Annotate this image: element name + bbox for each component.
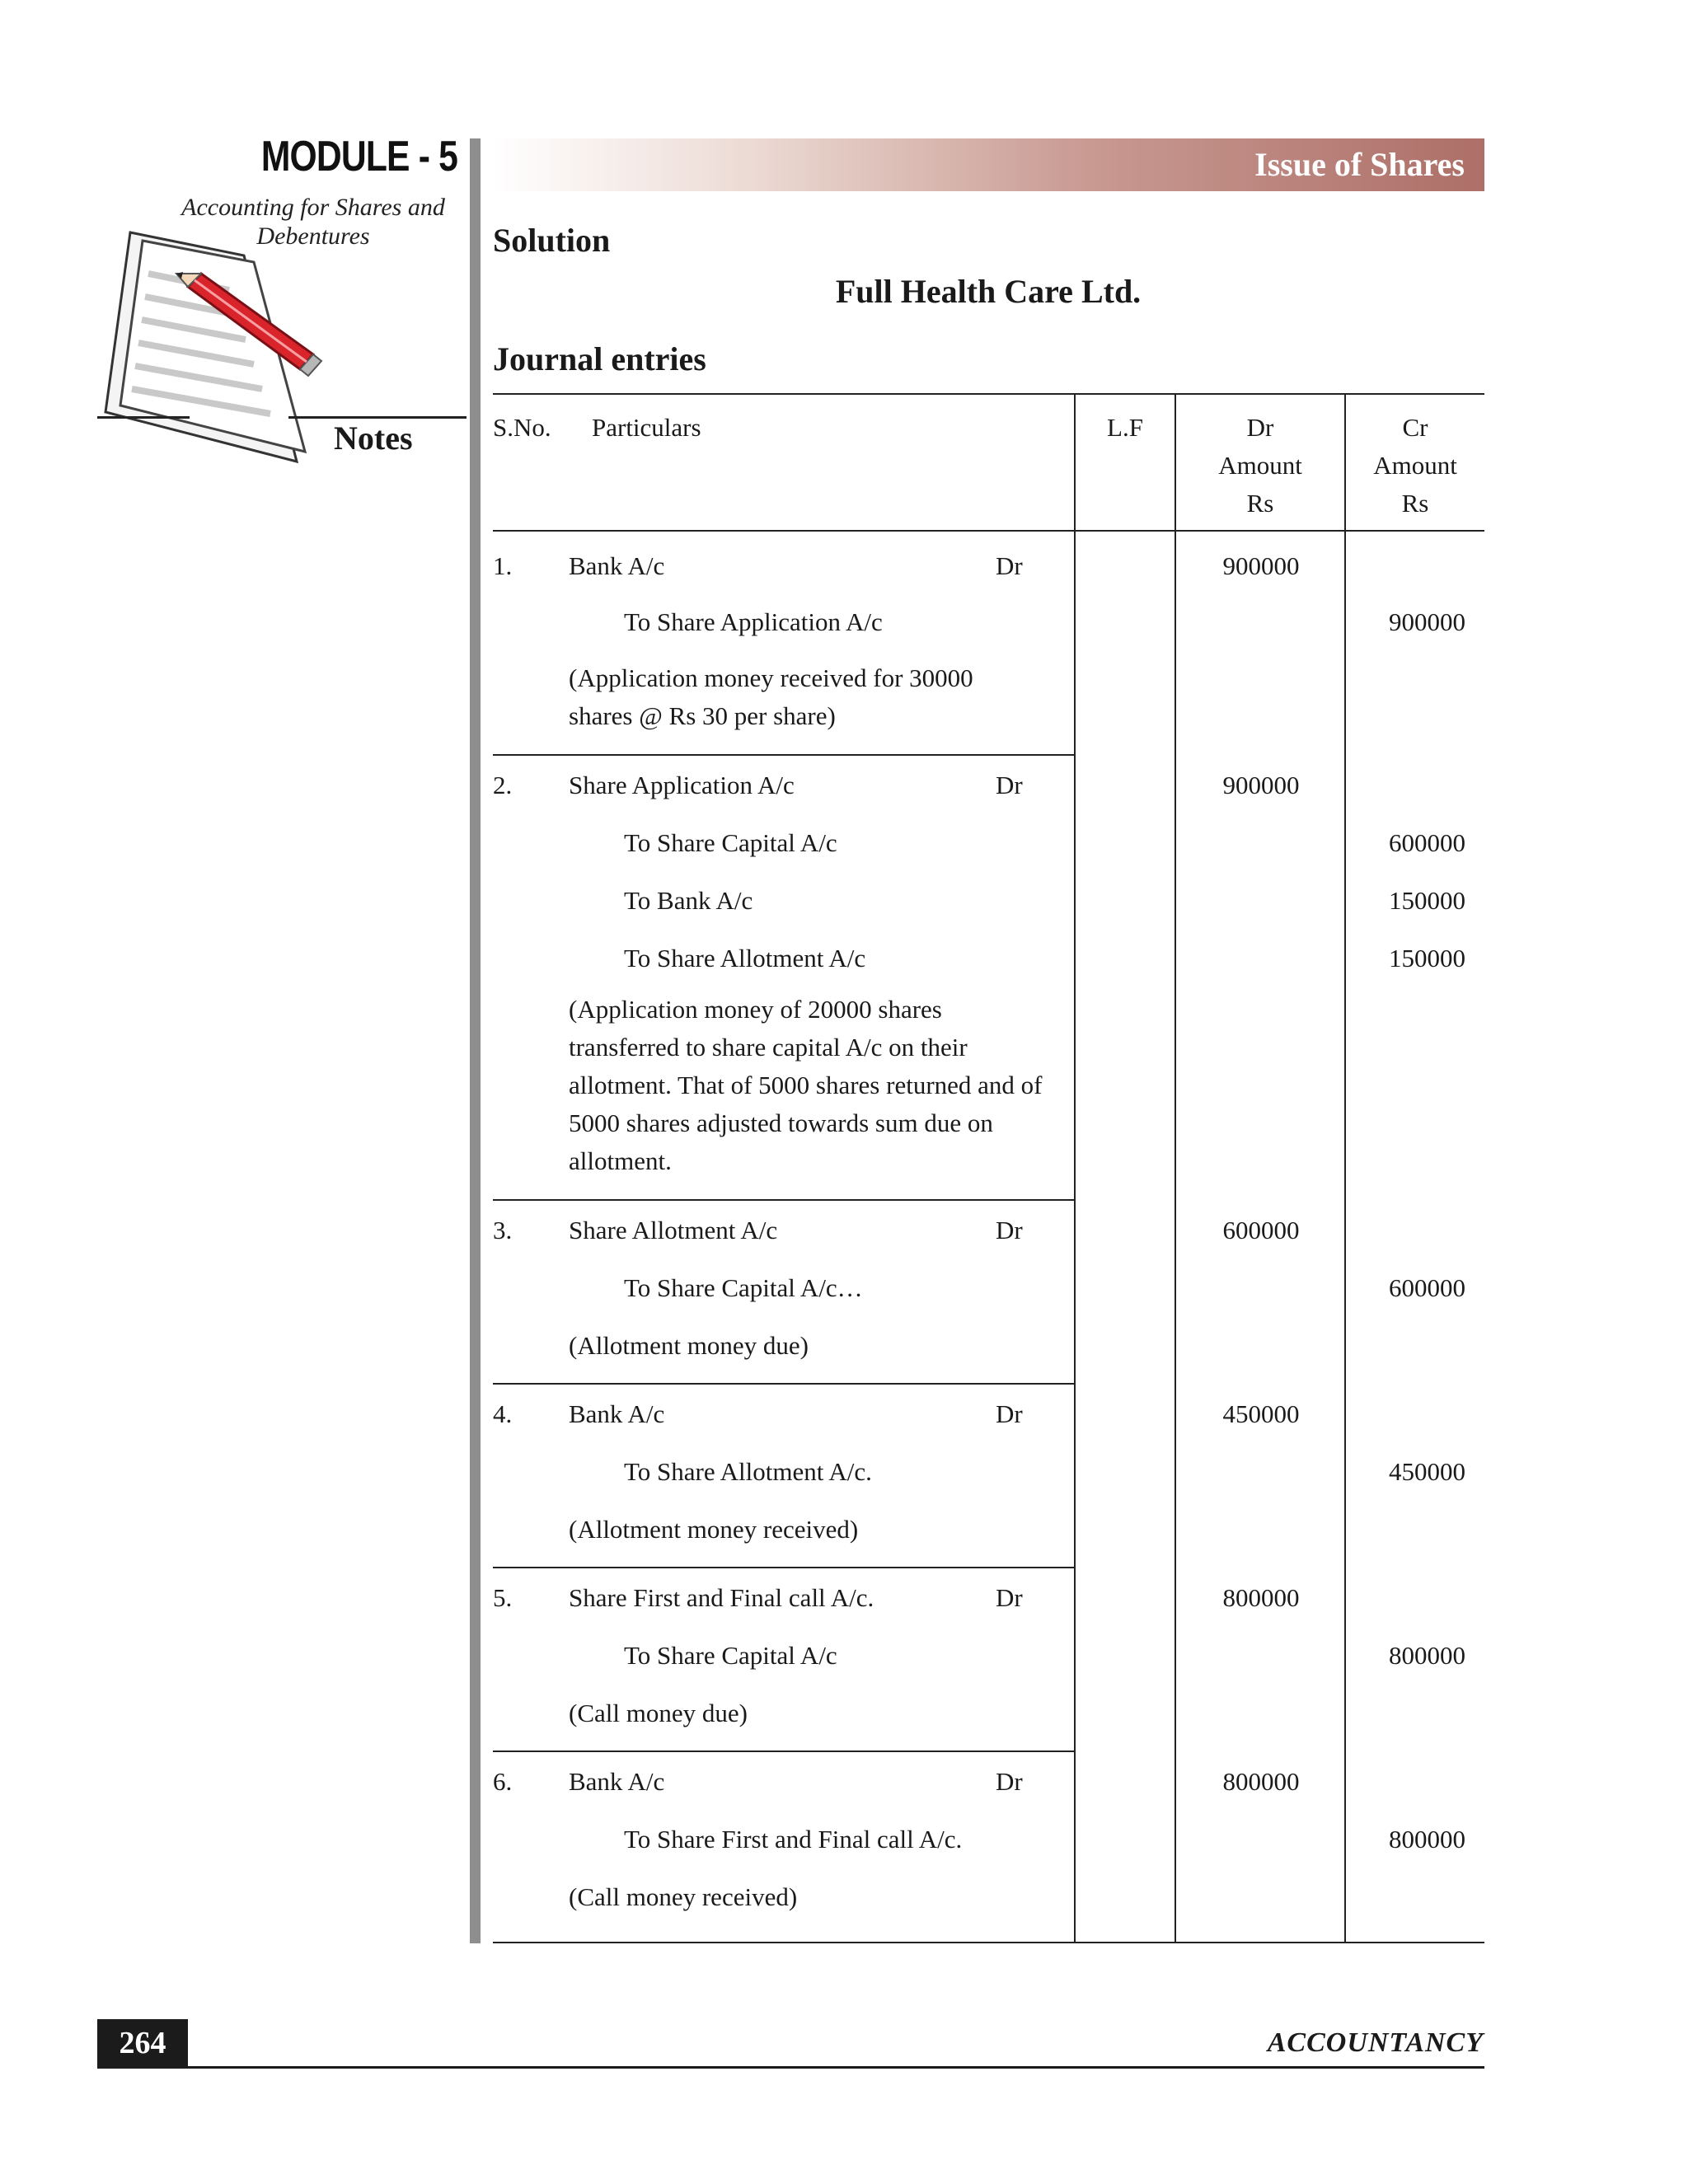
debit-account: Bank A/c	[569, 1767, 665, 1796]
dr-mark: Dr	[996, 1767, 1023, 1796]
dr-mark: Dr	[996, 551, 1023, 580]
entry-narration: (Application money received for 30000 shares @ Rs 30 per share)	[569, 663, 973, 730]
header-lf: L.F	[1107, 413, 1143, 442]
table-top-rule	[493, 393, 1484, 395]
credit-amount: 450000	[1389, 1457, 1465, 1486]
debit-account: Bank A/c	[569, 551, 665, 580]
credit-amount: 150000	[1389, 886, 1465, 915]
entry-narration: (Allotment money received)	[569, 1515, 859, 1544]
dr-mark: Dr	[996, 1583, 1023, 1612]
dr-mark: Dr	[996, 1216, 1023, 1244]
credit-amount: 800000	[1389, 1641, 1465, 1670]
entry-narration: (Call money received)	[569, 1882, 798, 1911]
notes-divider-left	[97, 416, 190, 419]
header-dr-line: Amount	[1218, 451, 1302, 480]
footer-rule	[97, 2066, 1484, 2069]
header-cr-amount	[1346, 409, 1484, 523]
entry-separator	[493, 1199, 1074, 1201]
notes-notepad-icon	[97, 223, 345, 470]
credit-account: To Share Capital A/c	[624, 1641, 837, 1670]
solution-heading: Solution	[493, 222, 611, 259]
credit-account: To Share First and Final call A/c.	[624, 1825, 963, 1854]
credit-amount: 800000	[1389, 1825, 1465, 1854]
debit-account: Share Application A/c	[569, 771, 795, 799]
credit-account: To Share Allotment A/c.	[624, 1457, 872, 1486]
entry-narration: (Allotment money due)	[569, 1331, 809, 1360]
footer-subject: ACCOUNTANCY	[1267, 2027, 1484, 2058]
column-rule-lf-left	[1074, 393, 1076, 1943]
debit-amount: 900000	[1222, 771, 1300, 799]
debit-account: Share First and Final call A/c.	[569, 1583, 874, 1612]
journal-heading: Journal entries	[493, 340, 706, 377]
credit-account: To Share Allotment A/c	[624, 944, 866, 972]
debit-amount: 600000	[1222, 1216, 1300, 1244]
dr-mark: Dr	[996, 771, 1023, 799]
module-subtitle: Accounting for Shares and Debentures	[181, 194, 445, 250]
entry-sno: 4.	[493, 1399, 513, 1428]
header-dr-line: Dr	[1246, 413, 1274, 442]
debit-account: Share Allotment A/c	[569, 1216, 778, 1244]
entry-narration: (Application money of 20000 shares transferred to share capital A/c on their allotment. That of 5000 shares returned and of 5000 shares adjusted towards sum due on allotment.	[569, 995, 1043, 1175]
entry-separator	[493, 1750, 1074, 1752]
module-title: MODULE - 5	[260, 133, 457, 180]
debit-amount: 450000	[1222, 1399, 1300, 1428]
header-dr-amount	[1176, 409, 1344, 523]
credit-amount: 900000	[1389, 607, 1465, 636]
entry-sno: 6.	[493, 1767, 513, 1796]
credit-account: To Share Application A/c	[624, 607, 883, 636]
column-rule-dr-left	[1175, 393, 1176, 1943]
entry-narration: (Call money due)	[569, 1699, 748, 1727]
company-name: Full Health Care Ltd.	[835, 273, 1142, 310]
entry-sno: 5.	[493, 1583, 513, 1612]
notes-label: Notes	[334, 419, 413, 457]
header-cr-line: Amount	[1373, 451, 1457, 480]
dr-mark: Dr	[996, 1399, 1023, 1428]
table-header-rule	[493, 530, 1484, 532]
header-sno: S.No.	[493, 413, 551, 442]
debit-amount: 800000	[1222, 1583, 1300, 1612]
entry-separator	[493, 754, 1074, 756]
header-dr-line: Rs	[1246, 489, 1274, 518]
debit-account: Bank A/c	[569, 1399, 665, 1428]
entry-separator	[493, 1567, 1074, 1568]
credit-account: To Share Capital A/c…	[624, 1273, 863, 1302]
entry-sno: 1.	[493, 551, 513, 580]
credit-account: To Share Capital A/c	[624, 828, 837, 857]
header-cr-line: Rs	[1401, 489, 1429, 518]
debit-amount: 800000	[1222, 1767, 1300, 1796]
credit-amount: 600000	[1389, 828, 1465, 857]
credit-account: To Bank A/c	[624, 886, 753, 915]
debit-amount: 900000	[1222, 551, 1300, 580]
header-cr-line: Cr	[1402, 413, 1428, 442]
entry-sno: 2.	[493, 771, 513, 799]
entry-sno: 3.	[493, 1216, 513, 1244]
credit-amount: 600000	[1389, 1273, 1465, 1302]
margin-separator-bar	[470, 138, 481, 1943]
credit-amount: 150000	[1389, 944, 1465, 972]
entry-separator	[493, 1383, 1074, 1385]
page-number: 264	[119, 2026, 166, 2060]
section-title: Issue of Shares	[1254, 146, 1465, 183]
header-particulars: Particulars	[592, 413, 701, 442]
table-bottom-rule	[493, 1942, 1484, 1943]
